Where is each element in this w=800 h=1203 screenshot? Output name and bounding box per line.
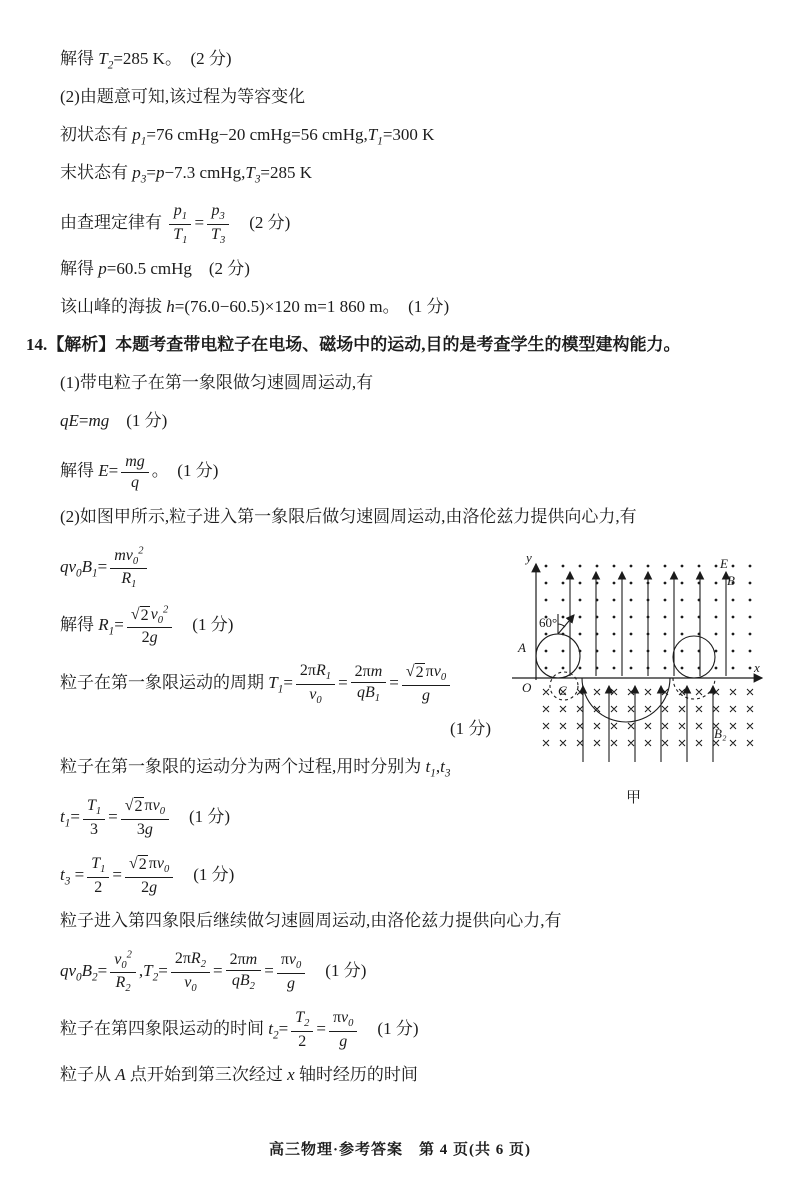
- subscript: 1: [95, 806, 102, 818]
- math-variable: $v_0$: [341, 1009, 354, 1030]
- text-run: =: [264, 961, 274, 980]
- math-fraction: [110, 949, 136, 996]
- text-run: 点开始到第三次经过: [125, 1065, 288, 1084]
- text-run: =: [338, 673, 348, 692]
- text-run: =285 K: [260, 163, 313, 182]
- sqrt-radical: [406, 663, 425, 682]
- subscript: 1: [277, 683, 284, 696]
- text-run: =: [389, 673, 399, 692]
- math-fraction: [87, 854, 109, 897]
- math-fraction: [207, 201, 229, 247]
- fraction-denominator: [169, 225, 191, 247]
- text-run: (2)如图甲所示,粒子进入第一象限后做匀速圆周运动,由洛伦兹力提供向心力,有: [60, 507, 637, 526]
- math-variable: m: [370, 663, 383, 681]
- subscript: 0: [159, 806, 165, 818]
- subscript: 1: [140, 135, 147, 148]
- subscript: 0: [76, 567, 82, 580]
- text-run: =: [158, 961, 168, 980]
- text-run: (1 分): [360, 1019, 419, 1038]
- math-variable: $T_1$: [173, 225, 188, 246]
- math-variable: $T_3$: [211, 225, 226, 246]
- text-run: 2π: [229, 951, 246, 969]
- text-run: =76 cmHg−20 cmHg=56 cmHg,: [146, 125, 368, 144]
- text-run: 粒子在第一象限的运动分为两个过程,用时分别为: [60, 757, 426, 776]
- text-run: 解得: [60, 49, 99, 68]
- radicand: 2: [415, 664, 424, 682]
- math-variable: $R_2$: [190, 950, 206, 971]
- text-run: =: [70, 807, 80, 826]
- label-x-axis: x: [754, 660, 760, 675]
- text-run: =: [278, 1019, 289, 1038]
- text-run: =285 K。 (2 分): [113, 49, 232, 68]
- fraction-numerator: [296, 661, 335, 684]
- text-run: =60.5 cmHg (2 分): [106, 259, 250, 278]
- label-angle-60: 60°: [539, 615, 558, 630]
- answer-line: [60, 908, 772, 934]
- math-variable: $qB_2$: [231, 972, 255, 993]
- math-fraction: [121, 796, 169, 839]
- math-fraction: [291, 1008, 313, 1051]
- fraction-denominator: [296, 685, 335, 707]
- math-variable: $T_2$: [98, 49, 114, 72]
- subscript: 2: [200, 959, 206, 971]
- text-run: 2π: [354, 663, 371, 681]
- math-fraction: [171, 949, 210, 995]
- fraction-denominator: [110, 569, 147, 591]
- math-variable: $v_0^2$: [150, 604, 169, 627]
- math-fraction: [83, 796, 105, 839]
- page-footer: 高三物理·参考答案 第 4 页(共 6 页): [269, 1142, 531, 1158]
- subscript: 1: [377, 135, 383, 148]
- text-run: 粒子从: [60, 1065, 116, 1084]
- efield-arrows-up-lower: [583, 686, 713, 762]
- text-run: (1 分): [450, 719, 492, 738]
- fraction-denominator: [171, 973, 210, 995]
- subscript: 0: [316, 694, 322, 706]
- subscript: 2: [304, 1018, 310, 1030]
- math-variable: $R_2$: [115, 974, 131, 995]
- text-run: =(76.0−60.5)×120 m=1 860 m。 (1 分): [174, 297, 450, 316]
- math-variable: h: [166, 297, 175, 316]
- math-fraction: [296, 661, 335, 707]
- fraction-denominator: [83, 820, 105, 840]
- text-run: =: [283, 673, 293, 692]
- text-run: =: [114, 615, 124, 634]
- text-run: =: [70, 865, 85, 884]
- answer-line: [60, 946, 772, 996]
- text-run: =: [97, 557, 108, 576]
- math-fraction: [226, 950, 262, 993]
- text-run: π: [144, 797, 153, 815]
- text-run: =: [108, 807, 118, 826]
- fraction-denominator: [110, 973, 136, 995]
- math-variable: $qB_1$: [356, 684, 380, 705]
- math-variable: $v_0$: [288, 951, 302, 972]
- text-run: π: [280, 951, 289, 969]
- math-variable: $T_1$: [367, 125, 383, 148]
- radical-sign: √: [128, 855, 138, 873]
- fraction-numerator: [351, 662, 387, 683]
- math-variable: $p_3$: [132, 163, 147, 186]
- math-variable: $t_1$: [425, 757, 436, 780]
- text-run: 3: [90, 820, 99, 838]
- math-variable: $B_2$: [81, 961, 98, 984]
- label-b-field: B: [727, 573, 735, 588]
- text-run: =: [78, 411, 89, 430]
- superscript: 2: [126, 949, 132, 961]
- text-run: π: [148, 855, 157, 873]
- answer-line: [60, 46, 772, 72]
- subscript: 0: [440, 672, 447, 684]
- fraction-numerator: [83, 796, 105, 819]
- text-run: −7.3 cmHg,: [164, 163, 246, 182]
- subscript: 3: [444, 767, 451, 780]
- subscript: 0: [296, 960, 302, 972]
- text-run: 粒子在第一象限运动的周期: [60, 673, 269, 692]
- math-variable: mg: [88, 411, 110, 430]
- math-variable: E: [98, 461, 109, 480]
- figure-jia: [498, 548, 776, 816]
- text-run: π: [332, 1009, 342, 1027]
- angle-arc: [558, 624, 565, 627]
- figure-jia-container: [498, 548, 776, 816]
- math-variable: $qv_0$: [60, 557, 82, 580]
- fraction-denominator: [125, 878, 173, 898]
- fraction-numerator: [87, 854, 109, 877]
- math-fraction: [127, 604, 172, 649]
- fraction-numerator: [402, 662, 450, 685]
- math-fraction: [121, 452, 149, 493]
- text-run: 14.【解析】本题考查带电粒子在电场、磁场中的运动,目的是考查学生的模型建构能力。: [26, 335, 681, 354]
- subscript: 2: [249, 981, 255, 993]
- label-origin: O: [522, 680, 532, 695]
- label-point-c: C: [558, 683, 567, 698]
- label-y-axis: y: [526, 550, 532, 565]
- math-variable: q: [131, 473, 140, 491]
- math-variable: $T_1$: [268, 673, 284, 696]
- fraction-numerator: [125, 854, 173, 877]
- answer-line: [60, 1004, 772, 1054]
- text-run: 解得: [60, 615, 99, 634]
- text-run: 解得: [60, 461, 99, 480]
- math-variable: p: [98, 259, 107, 278]
- math-variable: mg: [125, 452, 145, 470]
- math-variable: $t_1$: [60, 807, 71, 830]
- fraction-denominator: [277, 974, 305, 994]
- subscript: 0: [157, 615, 164, 627]
- subscript: 2: [152, 971, 159, 984]
- math-variable: $v_0$: [152, 797, 165, 818]
- math-variable: x: [287, 1065, 295, 1084]
- math-variable: $T_2$: [295, 1009, 310, 1030]
- math-variable: $p_1$: [132, 125, 147, 148]
- math-variable: $v_0$: [156, 855, 170, 876]
- subscript: 1: [325, 671, 332, 683]
- subscript: 3: [219, 234, 226, 246]
- fraction-denominator: [329, 1032, 357, 1052]
- text-run: ,: [138, 961, 144, 980]
- math-variable: $mv_0^2$: [114, 545, 144, 568]
- math-variable: g: [144, 820, 153, 838]
- fraction-numerator: [121, 452, 149, 473]
- answer-line: [60, 850, 772, 900]
- answer-line: [60, 256, 772, 282]
- text-run: =: [212, 961, 223, 980]
- fraction-numerator: [171, 949, 210, 972]
- math-fraction: [329, 1008, 357, 1051]
- radical-sign: √: [405, 663, 415, 681]
- answer-line: [60, 160, 772, 186]
- math-variable: g: [149, 629, 158, 647]
- fraction-denominator: [226, 971, 262, 993]
- radical-sign: √: [124, 797, 134, 815]
- math-variable: p: [155, 163, 165, 182]
- text-run: ,: [435, 757, 441, 776]
- subscript: 2: [272, 1029, 279, 1042]
- answer-line: [60, 294, 772, 320]
- fraction-denominator: [87, 878, 109, 898]
- text-run: =: [108, 461, 119, 480]
- subscript: 0: [348, 1018, 354, 1030]
- text-run: π: [425, 663, 434, 681]
- math-variable: $T_1$: [91, 855, 106, 876]
- text-run: (1 分): [171, 807, 231, 826]
- subscript: 3: [219, 211, 225, 223]
- radical-sign: √: [130, 606, 140, 624]
- text-run: 粒子在第四象限运动的时间: [60, 1019, 269, 1038]
- fraction-numerator: [110, 545, 147, 570]
- text-run: =: [112, 865, 122, 884]
- subscript: 1: [182, 234, 188, 246]
- text-run: 2: [94, 878, 103, 896]
- answer-line: [60, 84, 772, 110]
- math-variable: $T_2$: [143, 961, 159, 984]
- math-fraction: [277, 950, 305, 993]
- answer-line: [60, 504, 772, 530]
- text-run: 末状态有: [60, 163, 133, 182]
- fraction-denominator: [402, 686, 450, 706]
- subscript: 1: [108, 625, 115, 638]
- subscript: 1: [181, 211, 187, 223]
- subscript: 0: [76, 971, 82, 984]
- answer-line: [60, 446, 772, 496]
- text-run: 2: [141, 629, 150, 647]
- text-run: (1)带电粒子在第一象限做匀速圆周运动,有: [60, 373, 374, 392]
- fraction-numerator: [127, 604, 172, 629]
- math-fraction: [402, 662, 450, 705]
- math-variable: qE: [60, 411, 79, 430]
- subscript: 1: [64, 817, 71, 830]
- text-run: 2π: [299, 662, 316, 680]
- superscript: 2: [163, 604, 169, 616]
- fraction-numerator: [291, 1008, 313, 1031]
- math-variable: $v_0$: [184, 973, 197, 994]
- math-variable: A: [115, 1065, 126, 1084]
- math-variable: $t_2$: [268, 1019, 279, 1042]
- text-run: 解得: [60, 259, 99, 278]
- math-variable: $T_1$: [86, 797, 102, 818]
- answer-line: [60, 370, 772, 396]
- subscript: 3: [254, 173, 261, 186]
- trajectory-arc-dashed: [673, 678, 715, 699]
- label-b2-field: B₂: [714, 726, 727, 741]
- radicand: 2: [140, 607, 149, 625]
- math-variable: g: [422, 686, 431, 704]
- answer-line: [60, 122, 772, 148]
- math-variable: $p_3$: [211, 202, 225, 223]
- math-variable: g: [287, 974, 296, 992]
- subscript: 1: [374, 693, 380, 705]
- subscript: 2: [107, 59, 114, 72]
- math-variable: $t_3$: [440, 757, 451, 780]
- text-run: (2 分): [232, 213, 291, 232]
- math-variable: g: [149, 878, 158, 896]
- math-fraction: [169, 201, 191, 247]
- subscript: 2: [92, 971, 98, 984]
- math-variable: $R_1$: [98, 615, 115, 638]
- text-run: (1 分): [109, 411, 168, 430]
- efield-arrows-up: [570, 572, 726, 676]
- math-variable: $v_0^2$: [114, 949, 132, 972]
- sqrt-radical: [125, 797, 144, 816]
- math-variable: $R_1$: [316, 662, 332, 683]
- subscript: 1: [131, 579, 137, 591]
- label-e-field: E: [720, 556, 728, 571]
- superscript: 2: [138, 545, 144, 557]
- math-fraction: [110, 545, 147, 592]
- fraction-denominator: [351, 683, 387, 705]
- subscript: 0: [132, 556, 139, 568]
- subscript: 1: [92, 567, 98, 580]
- text-run: =: [316, 1019, 326, 1038]
- subscript: 2: [125, 983, 131, 995]
- text-run: 2: [141, 878, 150, 896]
- math-variable: g: [339, 1032, 348, 1050]
- fraction-denominator: [121, 820, 169, 840]
- subscript: 3: [140, 173, 147, 186]
- math-variable: $B_1$: [81, 557, 98, 580]
- sqrt-radical: [131, 606, 150, 625]
- fraction-numerator: [207, 201, 229, 224]
- math-variable: $v_0$: [433, 663, 447, 684]
- answer-line: [60, 408, 772, 434]
- answer-line: [60, 198, 772, 248]
- text-run: (1 分): [308, 961, 367, 980]
- math-variable: $v_0$: [309, 685, 322, 706]
- math-variable: $T_3$: [245, 163, 261, 186]
- math-variable: m: [245, 951, 258, 969]
- trajectory-circle-2: [673, 636, 715, 678]
- subscript: 0: [163, 864, 170, 876]
- radicand: 2: [134, 798, 143, 816]
- math-variable: $qv_0$: [60, 961, 82, 984]
- math-fraction: [125, 854, 173, 897]
- text-run: =: [194, 213, 205, 232]
- fraction-numerator: [329, 1008, 357, 1031]
- text-run: (1 分): [175, 615, 234, 634]
- text-run: =: [146, 163, 156, 182]
- subscript: 1: [430, 767, 436, 780]
- sqrt-radical: [129, 855, 148, 874]
- fraction-denominator: [121, 473, 149, 493]
- text-run: =300 K: [382, 125, 435, 144]
- text-run: (2)由题意可知,该过程为等容变化: [60, 87, 306, 106]
- text-run: 2: [298, 1032, 307, 1050]
- fraction-denominator: [291, 1032, 313, 1052]
- fraction-numerator: [277, 950, 305, 973]
- text-run: 2π: [174, 950, 191, 968]
- fraction-numerator: [226, 950, 262, 971]
- math-variable: $p_1$: [173, 202, 187, 223]
- text-run: 3: [136, 820, 145, 838]
- fraction-denominator: [207, 225, 229, 247]
- text-run: 轴时经历的时间: [294, 1065, 418, 1084]
- label-point-a: A: [518, 640, 526, 655]
- question-14-heading: [26, 332, 772, 358]
- fraction-numerator: [110, 949, 136, 974]
- text-run: 粒子进入第四象限后继续做匀速圆周运动,由洛伦兹力提供向心力,有: [60, 911, 562, 930]
- trajectory-circle-1: [536, 634, 580, 678]
- math-fraction: [351, 662, 387, 705]
- radicand: 2: [138, 856, 147, 874]
- math-variable: $R_1$: [121, 570, 137, 591]
- text-run: 该山峰的海拔: [60, 297, 167, 316]
- math-variable: $t_3$: [60, 865, 71, 888]
- figure-caption-jia: 甲: [626, 790, 642, 806]
- subscript: 3: [64, 875, 71, 888]
- subscript: 0: [191, 982, 197, 994]
- text-run: 。 (1 分): [151, 461, 219, 480]
- subscript: 0: [121, 960, 127, 972]
- subscript: 1: [100, 864, 106, 876]
- answer-line: [60, 1062, 772, 1088]
- text-run: 由查理定律有: [60, 213, 167, 232]
- fraction-numerator: [169, 201, 191, 224]
- text-run: =: [97, 961, 108, 980]
- text-run: (1 分): [176, 865, 235, 884]
- fraction-denominator: [127, 628, 172, 648]
- fraction-numerator: [121, 796, 169, 819]
- trajectory-semicircle-q4: [582, 678, 670, 722]
- text-run: 初状态有: [60, 125, 133, 144]
